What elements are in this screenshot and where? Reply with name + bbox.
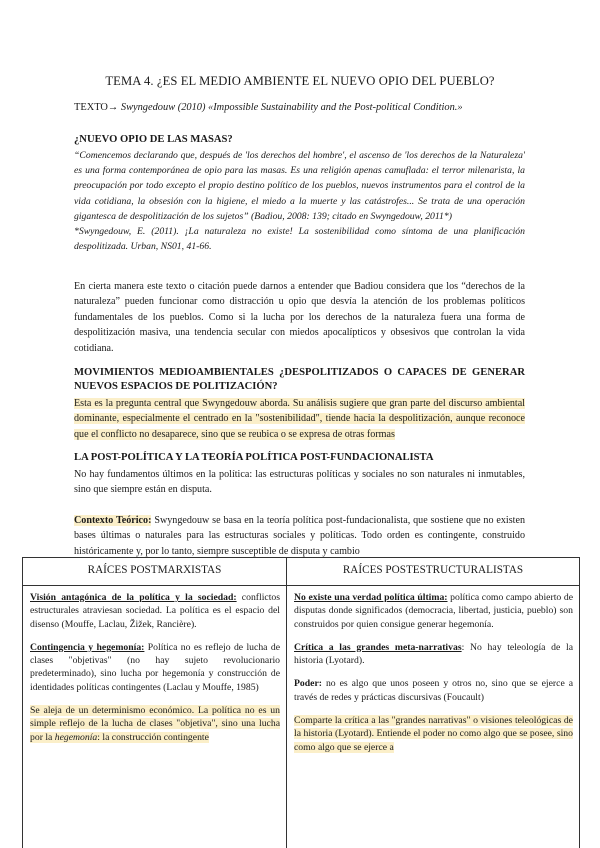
context-label: Contexto Teórico:	[74, 515, 152, 526]
poststructuralist-truth: No existe una verdad política última: política como campo abierto de disputas donde significados (democracia, libertad, justicia, pueblo) son construidos por quien consigue generar hegemonía.	[294, 592, 573, 630]
cell-postestructuralistas	[287, 586, 580, 848]
highlighted-text: Esta es la pregunta central que Swyngedouw aborda. Su análisis sugiere que gran parte del discurso ambiental dominante, especialmente el centrado en la "sostenibilidad", tiende hacia la despolitización, aunque reconoce que el conflicto no desaparece, sino que se reubica o se expresa de otras formas	[74, 398, 525, 440]
section-heading-movimientos: MOVIMIENTOS MEDIOAMBIENTALES ¿DESPOLITIZADOS O CAPACES DE GENERAR NUEVOS ESPACIOS DE POLITIZACIÓN?	[74, 367, 525, 392]
texto-citation: Swyngedouw (2010) «Impossible Sustainability and the Post-political Condition.»	[120, 102, 463, 113]
section-heading-opio: ¿NUEVO OPIO DE LAS MASAS?	[74, 134, 233, 145]
poststructuralist-power: Poder: no es algo que unos poseen y otros no, sino que se ejerce a través de redes y prácticas discursivas (Foucault)	[294, 678, 573, 703]
paragraph-contexto-teorico	[74, 513, 525, 559]
poststructuralist-metanarratives: Crítica a las grandes meta-narrativas: No hay teleología de la historia (Lyotard).	[294, 641, 573, 667]
postmarxist-antagonism: Visión antagónica de la política y la sociedad: conflictos estructurales atraviesan sociedad. La política es el espacio del disenso (Mouffe, Laclau, Žižek, Rancière).	[30, 592, 281, 630]
quote-footnote: *Swyngedouw, E. (2011). ¡La naturaleza no existe! La sostenibilidad como síntoma de una planificación despolitizada. Urban, NS01, 41-66.	[74, 226, 525, 253]
poststructuralist-narratives: Comparte la crítica a las "grandes narrativas" o visiones teleológicas de la historia (Lyotard). Entiende el poder no como algo que se posee, sino como algo que se ejerce a	[294, 715, 573, 753]
postmarxist-determinism: Se aleja de un determinismo económico. La política no es un simple reflejo de la lucha de clases "objetiva", sino una lucha por la hegemonía: la construcción contingente	[30, 705, 280, 743]
header-postmarxistas: RAÍCES POSTMARXISTAS	[23, 558, 287, 586]
context-text: Swyngedouw se basa en la teoría política post-fundacionalista, que sostiene que no existen bases últimas o naturales para las estructuras sociales y políticas. Todo orden es contingente, construido históricamente y, por lo tanto, siempre susceptible de disputa y cambio	[74, 515, 525, 557]
section-heading-postpolitica: LA POST-POLÍTICA Y LA TEORÍA POLÍTICA POST-FUNDACIONALISTA	[74, 452, 434, 463]
cell-postmarxistas	[23, 586, 287, 848]
roots-comparison-table	[22, 557, 580, 848]
header-postestructuralistas: RAÍCES POSTESTRUCTURALISTAS	[287, 558, 580, 586]
source-reference	[74, 102, 544, 113]
page-title: TEMA 4. ¿ES EL MEDIO AMBIENTE EL NUEVO OPIO DEL PUEBLO?	[105, 74, 495, 88]
badiou-quote	[74, 148, 525, 254]
quote-text: “Comencemos declarando que, después de 'los derechos del hombre', el ascenso de 'los derechos de la Naturaleza' es una forma contemporánea de opio para las masas. Es una religión apenas camuflada: el terror milenarista, la preocupación por todo excepto el propio destino político de los pueblos, nuevos instrumentos para el control de la vida cotidiana, la obsesión con la higiene, el miedo a la muerte y las catástrofes... Se trata de una operación gigantesca de despolitización de los sujetos” (Badiou, 2008: 139; citado en Swyngedouw, 2011*)	[74, 150, 525, 222]
paragraph-badiou-interpretation: En cierta manera este texto o citación puede darnos a entender que Badiou considera que los “derechos de la naturaleza” pueden funcionar como distracción u opio que desvía la atención de los problemas políticos fundamentales de los pueblos. Como si la lucha por los derechos de la naturaleza fuera una forma de despolitización masiva, una tendencia secular con miedos apocalípticos y obsesivos que controlan la vida cotidiana.	[74, 281, 525, 354]
paragraph-pregunta-central	[74, 396, 525, 442]
texto-label: TEXTO→	[74, 102, 119, 113]
postmarxist-contingency: Contingencia y hegemonía: Política no es reflejo de lucha de clases "objetivas" (no hay sujeto revolucionario predeterminado), sino lucha por hegemonía y construcción de identidades políticas contingentes (Laclau y Mouffe, 1985)	[30, 641, 280, 693]
paragraph-fundamentos: No hay fundamentos últimos en la política: las estructuras políticas y sociales no son naturales ni inmutables, sino que siempre están en disputa.	[74, 469, 525, 496]
